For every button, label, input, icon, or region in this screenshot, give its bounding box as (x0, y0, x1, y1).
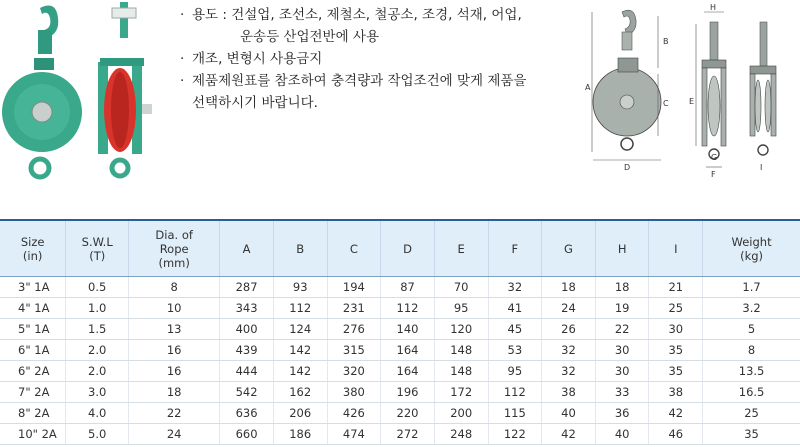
table-cell: 231 (327, 298, 381, 319)
table-cell: 1.7 (703, 277, 800, 298)
table-cell: 400 (220, 319, 274, 340)
table-cell: 8 (129, 277, 220, 298)
column-header: Weight (kg) (703, 220, 800, 277)
table-cell: 636 (220, 403, 274, 424)
table-cell: 40 (542, 403, 596, 424)
table-cell: 13.5 (703, 361, 800, 382)
table-cell: 115 (488, 403, 542, 424)
table-cell: 5" 1A (0, 319, 66, 340)
dim-label-i: I (760, 163, 763, 172)
dim-label-a: A (585, 83, 591, 92)
table-cell: 148 (434, 361, 488, 382)
table-cell: 439 (220, 340, 274, 361)
table-row (0, 403, 800, 424)
table-cell: 10 (129, 298, 220, 319)
column-header: S.W.L (T) (66, 220, 129, 277)
table-cell: 122 (488, 424, 542, 445)
table-cell: 162 (273, 382, 327, 403)
table-cell: 186 (273, 424, 327, 445)
table-cell: 5 (703, 319, 800, 340)
table-cell: 172 (434, 382, 488, 403)
table-cell: 24 (129, 424, 220, 445)
table-header-row (0, 220, 800, 277)
table-cell: 4" 1A (0, 298, 66, 319)
column-header: E (434, 220, 488, 277)
table-cell: 1.5 (66, 319, 129, 340)
table-cell: 3.0 (66, 382, 129, 403)
table-cell: 70 (434, 277, 488, 298)
column-header: B (273, 220, 327, 277)
table-cell: 112 (273, 298, 327, 319)
table-cell: 4.0 (66, 403, 129, 424)
table-cell: 124 (273, 319, 327, 340)
table-cell: 93 (273, 277, 327, 298)
table-cell: 220 (381, 403, 435, 424)
table-cell: 36 (595, 403, 649, 424)
table-row (0, 277, 800, 298)
column-header: H (595, 220, 649, 277)
table-cell: 18 (595, 277, 649, 298)
table-cell: 7" 2A (0, 382, 66, 403)
note-line: 용도 : 건설업, 조선소, 제철소, 철공소, 조경, 석재, 어업, (192, 7, 522, 23)
note-line: 개조, 변형시 사용금지 (192, 51, 323, 67)
dim-label-e: E (689, 97, 695, 106)
note-line: 선택하시기 바랍니다. (192, 95, 318, 111)
table-cell: 42 (542, 424, 596, 445)
table-cell: 35 (649, 340, 703, 361)
table-cell: 53 (488, 340, 542, 361)
table-cell: 18 (542, 277, 596, 298)
table-cell: 8 (703, 340, 800, 361)
column-header: C (327, 220, 381, 277)
table-cell: 32 (488, 277, 542, 298)
table-cell: 2.0 (66, 340, 129, 361)
table-cell: 112 (381, 298, 435, 319)
snatch-block-front-photo (0, 0, 92, 190)
table-cell: 3" 1A (0, 277, 66, 298)
usage-notes (178, 4, 568, 114)
spec-table (0, 219, 800, 445)
table-cell: 16 (129, 340, 220, 361)
table-cell: 6" 2A (0, 361, 66, 382)
bullet: · (180, 7, 185, 23)
table-cell: 26 (542, 319, 596, 340)
table-cell: 33 (595, 382, 649, 403)
table-cell: 276 (327, 319, 381, 340)
column-header: Size (in) (0, 220, 66, 277)
table-cell: 8" 2A (0, 403, 66, 424)
table-cell: 25 (703, 403, 800, 424)
table-row (0, 424, 800, 445)
table-cell: 248 (434, 424, 488, 445)
table-cell: 140 (381, 319, 435, 340)
table-cell: 194 (327, 277, 381, 298)
table-cell: 45 (488, 319, 542, 340)
table-cell: 380 (327, 382, 381, 403)
table-cell: 42 (649, 403, 703, 424)
table-cell: 200 (434, 403, 488, 424)
table-cell: 16.5 (703, 382, 800, 403)
table-cell: 272 (381, 424, 435, 445)
table-cell: 13 (129, 319, 220, 340)
table-cell: 35 (703, 424, 800, 445)
table-cell: 32 (542, 361, 596, 382)
table-cell: 21 (649, 277, 703, 298)
snatch-block-side-photo (88, 0, 168, 190)
table-row (0, 298, 800, 319)
column-header: A (220, 220, 274, 277)
table-cell: 30 (595, 361, 649, 382)
table-cell: 343 (220, 298, 274, 319)
bullet: · (180, 51, 185, 67)
column-header: Dia. of Rope (mm) (129, 220, 220, 277)
table-cell: 19 (595, 298, 649, 319)
column-header: F (488, 220, 542, 277)
column-header: D (381, 220, 435, 277)
dim-label-h: H (710, 3, 717, 12)
table-cell: 164 (381, 361, 435, 382)
table-row (0, 319, 800, 340)
table-cell: 30 (595, 340, 649, 361)
table-cell: 142 (273, 361, 327, 382)
table-cell: 95 (434, 298, 488, 319)
note-item (178, 4, 568, 48)
table-cell: 16 (129, 361, 220, 382)
dimension-diagram-side (688, 2, 800, 182)
dim-label-b: B (663, 37, 669, 46)
column-header: I (649, 220, 703, 277)
table-cell: 22 (595, 319, 649, 340)
table-cell: 87 (381, 277, 435, 298)
table-cell: 32 (542, 340, 596, 361)
table-cell: 315 (327, 340, 381, 361)
table-cell: 206 (273, 403, 327, 424)
table-cell: 196 (381, 382, 435, 403)
table-cell: 148 (434, 340, 488, 361)
dim-label-g: G (711, 153, 718, 162)
table-cell: 35 (649, 361, 703, 382)
table-row (0, 361, 800, 382)
table-cell: 95 (488, 361, 542, 382)
table-cell: 6" 1A (0, 340, 66, 361)
table-cell: 287 (220, 277, 274, 298)
table-cell: 1.0 (66, 298, 129, 319)
table-cell: 0.5 (66, 277, 129, 298)
dim-label-c: C (663, 99, 669, 108)
note-item (178, 70, 568, 114)
table-cell: 542 (220, 382, 274, 403)
table-cell: 444 (220, 361, 274, 382)
table-row (0, 340, 800, 361)
table-cell: 2.0 (66, 361, 129, 382)
table-cell: 41 (488, 298, 542, 319)
table-cell: 474 (327, 424, 381, 445)
table-cell: 426 (327, 403, 381, 424)
table-cell: 164 (381, 340, 435, 361)
table-cell: 142 (273, 340, 327, 361)
table-cell: 120 (434, 319, 488, 340)
table-cell: 40 (595, 424, 649, 445)
table-cell: 3.2 (703, 298, 800, 319)
dim-label-d: D (624, 163, 631, 172)
table-cell: 5.0 (66, 424, 129, 445)
table-cell: 38 (649, 382, 703, 403)
table-cell: 660 (220, 424, 274, 445)
table-cell: 38 (542, 382, 596, 403)
column-header: G (542, 220, 596, 277)
dimension-diagram-front (570, 2, 685, 182)
table-cell: 24 (542, 298, 596, 319)
table-cell: 22 (129, 403, 220, 424)
table-cell: 25 (649, 298, 703, 319)
dim-label-f: F (711, 170, 716, 179)
table-cell: 112 (488, 382, 542, 403)
note-line: 제품제원표를 참조하여 충격량과 작업조건에 맞게 제품을 (192, 73, 527, 89)
table-row (0, 382, 800, 403)
table-cell: 18 (129, 382, 220, 403)
table-body (0, 277, 800, 445)
table-cell: 46 (649, 424, 703, 445)
table-cell: 10" 2A (0, 424, 66, 445)
table-cell: 30 (649, 319, 703, 340)
bullet: · (180, 73, 185, 89)
note-line: 운송등 산업전반에 사용 (240, 29, 379, 45)
table-cell: 320 (327, 361, 381, 382)
note-item (178, 48, 568, 70)
